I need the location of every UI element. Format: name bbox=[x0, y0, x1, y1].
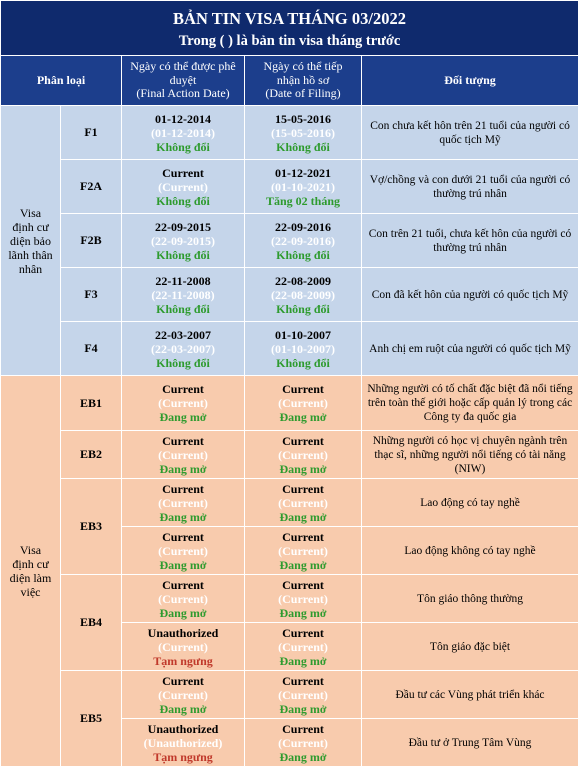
filing-value: Current bbox=[282, 433, 324, 448]
filing-value: Current bbox=[282, 577, 324, 592]
target-description-text: Con chưa kết hôn trên 21 tuổi của người có quốc tịch Mỹ bbox=[370, 119, 570, 146]
target-description-text: Lao động không có tay nghề bbox=[404, 544, 536, 557]
filing-value: Current bbox=[282, 481, 324, 496]
filing-previous: (Current) bbox=[278, 396, 328, 410]
final-action-status: Đang mở bbox=[159, 557, 207, 572]
filing-previous: (22-09-2016) bbox=[271, 233, 335, 248]
final-action-date bbox=[122, 322, 245, 376]
target-description-text: Những người có học vị chuyên ngành trên thạc sĩ, những người nổi tiếng có tài năng (NIW) bbox=[372, 434, 568, 475]
filing-date bbox=[245, 719, 362, 767]
filing-previous: (Current) bbox=[278, 495, 328, 510]
filing-date bbox=[245, 214, 362, 268]
family-section bbox=[1, 106, 578, 376]
target-description-text: Con trên 21 tuổi, chưa kết hôn của người có thường trú nhân bbox=[368, 227, 572, 254]
final-action-status: Đang mở bbox=[159, 701, 207, 716]
filing-date bbox=[245, 322, 362, 376]
final-action-date bbox=[122, 575, 245, 623]
target-description-text: Tôn giáo đặc biệt bbox=[429, 640, 511, 653]
filing-date bbox=[245, 160, 362, 214]
final-action-status: Không đổi bbox=[156, 301, 210, 316]
filing-date bbox=[245, 623, 362, 671]
table-row bbox=[1, 160, 578, 214]
table-row bbox=[1, 431, 578, 479]
final-action-status: Không đổi bbox=[156, 355, 210, 370]
filing-status: Đang mở bbox=[279, 557, 327, 572]
header-final-action bbox=[122, 56, 245, 106]
final-action-value: Unauthorized bbox=[147, 625, 219, 640]
filing-status: Đang mở bbox=[279, 701, 327, 716]
final-action-value: Current bbox=[162, 382, 204, 396]
filing-date bbox=[245, 527, 362, 575]
category-label-line: định cư bbox=[12, 557, 49, 571]
final-action-value: Current bbox=[162, 165, 204, 180]
target-description bbox=[362, 376, 578, 431]
table-row bbox=[1, 322, 578, 376]
filing-value: 01-12-2021 bbox=[275, 165, 331, 180]
header-filing-line1: Ngày có thể tiếp bbox=[263, 59, 343, 74]
final-action-value: Current bbox=[162, 433, 204, 448]
category-label-line: diện làm bbox=[9, 571, 52, 585]
table-row bbox=[1, 575, 578, 623]
final-action-previous: (Current) bbox=[158, 396, 208, 410]
filing-value: Current bbox=[282, 625, 324, 640]
filing-status: Không đổi bbox=[276, 301, 330, 316]
visa-code: EB5 bbox=[61, 671, 122, 767]
final-action-value: 22-09-2015 bbox=[155, 219, 211, 234]
final-action-date bbox=[122, 479, 245, 527]
visa-code: F2A bbox=[61, 160, 122, 214]
filing-value: 15-05-2016 bbox=[275, 111, 331, 126]
target-description-text: Vợ/chồng và con dưới 21 tuổi của người có thường trú nhân bbox=[369, 173, 571, 200]
category-label-line: định cư bbox=[12, 219, 49, 234]
visa-code: EB2 bbox=[61, 431, 122, 479]
target-description bbox=[362, 623, 578, 671]
visa-code: EB1 bbox=[61, 376, 122, 431]
final-action-previous: (Current) bbox=[158, 495, 208, 510]
filing-previous: (Current) bbox=[278, 447, 328, 462]
filing-status: Đang mở bbox=[279, 410, 327, 424]
filing-previous: (Current) bbox=[278, 591, 328, 606]
final-action-previous: (22-11-2008) bbox=[151, 287, 215, 302]
final-action-previous: (Current) bbox=[158, 591, 208, 606]
final-action-value: 22-11-2008 bbox=[155, 273, 211, 288]
final-action-value: Current bbox=[162, 673, 204, 688]
filing-date bbox=[245, 268, 362, 322]
filing-previous: (22-08-2009) bbox=[271, 287, 335, 302]
target-description bbox=[362, 527, 578, 575]
filing-status: Đang mở bbox=[279, 461, 327, 476]
final-action-status: Đang mở bbox=[159, 410, 207, 424]
filing-value: 01-10-2007 bbox=[275, 327, 331, 342]
final-action-status: Không đổi bbox=[156, 139, 210, 154]
final-action-status: Đang mở bbox=[159, 509, 207, 524]
visa-code: EB4 bbox=[61, 575, 122, 671]
filing-date bbox=[245, 671, 362, 719]
filing-previous: (Current) bbox=[278, 687, 328, 702]
final-action-previous: (22-09-2015) bbox=[151, 233, 215, 248]
filing-previous: (01-10-2007) bbox=[271, 341, 335, 356]
filing-previous: (Current) bbox=[278, 543, 328, 558]
target-description-text: Những người có tố chất đặc biệt đã nổi tiếng trên toàn thế giới hoặc cấp quản lý trong các Công ty đa quốc gia bbox=[367, 383, 573, 423]
final-action-previous: (Current) bbox=[158, 687, 208, 702]
final-action-value: 22-03-2007 bbox=[155, 327, 211, 342]
filing-date bbox=[245, 431, 362, 479]
header-filing bbox=[245, 56, 362, 106]
target-description-text: Con đã kết hôn của người có quốc tịch Mỹ bbox=[371, 288, 569, 301]
final-action-date bbox=[122, 214, 245, 268]
header-category: Phân loại bbox=[1, 56, 122, 106]
filing-previous: (15-05-2016) bbox=[271, 125, 335, 140]
filing-value: 22-08-2009 bbox=[275, 273, 331, 288]
table-row bbox=[1, 671, 578, 719]
final-action-date bbox=[122, 106, 245, 160]
filing-status: Không đổi bbox=[276, 139, 330, 154]
visa-code: F1 bbox=[61, 106, 122, 160]
final-action-previous: (Current) bbox=[158, 639, 208, 654]
employment-section bbox=[1, 376, 578, 767]
target-description bbox=[362, 106, 578, 160]
filing-value: Current bbox=[282, 721, 324, 736]
filing-status: Tăng 02 tháng bbox=[265, 193, 341, 208]
final-action-value: 01-12-2014 bbox=[155, 111, 211, 126]
final-action-date bbox=[122, 719, 245, 767]
category-label-line: Visa bbox=[19, 543, 42, 557]
filing-date bbox=[245, 106, 362, 160]
final-action-date bbox=[122, 431, 245, 479]
filing-value: 22-09-2016 bbox=[275, 219, 331, 234]
final-action-date bbox=[122, 160, 245, 214]
bulletin-title: BẢN TIN VISA THÁNG 03/2022 bbox=[173, 9, 406, 28]
final-action-status: Không đổi bbox=[156, 247, 210, 262]
category-label-line: việc bbox=[20, 585, 41, 599]
target-description bbox=[362, 575, 578, 623]
table-row bbox=[1, 479, 578, 527]
final-action-date bbox=[122, 376, 245, 431]
final-action-previous: (Current) bbox=[158, 543, 208, 558]
table-row bbox=[1, 268, 578, 322]
final-action-date bbox=[122, 268, 245, 322]
header-filing-line3: (Date of Filing) bbox=[265, 86, 341, 101]
filing-value: Current bbox=[282, 529, 324, 544]
target-description bbox=[362, 268, 578, 322]
filing-status: Đang mở bbox=[279, 605, 327, 620]
table-row bbox=[1, 376, 578, 431]
final-action-previous: (22-03-2007) bbox=[151, 341, 215, 356]
target-description bbox=[362, 671, 578, 719]
target-description bbox=[362, 322, 578, 376]
filing-date bbox=[245, 575, 362, 623]
final-action-status: Đang mở bbox=[159, 461, 207, 476]
visa-code: EB3 bbox=[61, 479, 122, 575]
filing-status: Không đổi bbox=[276, 247, 330, 262]
header-final-action-line3: (Final Action Date) bbox=[136, 86, 230, 101]
category-label-line: lãnh thân bbox=[8, 247, 53, 262]
target-description-text: Đầu tư ở Trung Tâm Vùng bbox=[408, 736, 532, 749]
target-description bbox=[362, 431, 578, 479]
visa-code: F4 bbox=[61, 322, 122, 376]
filing-status: Đang mở bbox=[279, 509, 327, 524]
final-action-previous: (Current) bbox=[158, 447, 208, 462]
visa-code: F2B bbox=[61, 214, 122, 268]
target-description-text: Đầu tư các Vùng phát triển khác bbox=[395, 688, 545, 701]
target-description-text: Tôn giáo thông thường bbox=[417, 592, 523, 605]
final-action-date bbox=[122, 623, 245, 671]
target-description bbox=[362, 719, 578, 767]
target-description bbox=[362, 214, 578, 268]
header-final-action-line2: duyệt bbox=[169, 72, 197, 87]
filing-value: Current bbox=[282, 673, 324, 688]
final-action-value: Current bbox=[162, 577, 204, 592]
final-action-value: Current bbox=[162, 529, 204, 544]
final-action-status: Đang mở bbox=[159, 605, 207, 620]
table-row bbox=[1, 214, 578, 268]
filing-status: Không đổi bbox=[276, 355, 330, 370]
target-description bbox=[362, 479, 578, 527]
final-action-value: Current bbox=[162, 481, 204, 496]
header-target: Đối tượng bbox=[362, 56, 578, 106]
target-description bbox=[362, 160, 578, 214]
final-action-previous: (01-12-2014) bbox=[151, 125, 215, 140]
final-action-previous: (Current) bbox=[158, 179, 208, 194]
category-label-line: nhân bbox=[18, 261, 43, 276]
filing-date bbox=[245, 479, 362, 527]
filing-previous: (01-10-2021) bbox=[271, 179, 335, 194]
bulletin-title-cell bbox=[1, 1, 578, 56]
visa-code: F3 bbox=[61, 268, 122, 322]
employment-category-label bbox=[1, 376, 61, 767]
header-filing-line2: nhận hồ sơ bbox=[276, 72, 330, 87]
filing-value: Current bbox=[282, 382, 324, 396]
final-action-value: Unauthorized bbox=[147, 721, 219, 736]
filing-previous: (Current) bbox=[278, 735, 328, 750]
filing-status: Đang mở bbox=[279, 749, 327, 764]
final-action-status: Tạm ngưng bbox=[153, 653, 213, 668]
category-label-line: Visa bbox=[19, 205, 42, 220]
final-action-date bbox=[122, 527, 245, 575]
family-category-label bbox=[1, 106, 61, 376]
filing-previous: (Current) bbox=[278, 639, 328, 654]
final-action-date bbox=[122, 671, 245, 719]
filing-status: Đang mở bbox=[279, 653, 327, 668]
header-final-action-line1: Ngày có thể được phê bbox=[130, 59, 236, 74]
final-action-status: Tạm ngưng bbox=[153, 749, 213, 764]
table-row bbox=[1, 106, 578, 160]
bulletin-subtitle: Trong ( ) là bản tin visa tháng trước bbox=[178, 33, 401, 49]
final-action-status: Không đổi bbox=[156, 193, 210, 208]
category-label-line: diện bảo bbox=[10, 233, 51, 248]
final-action-previous: (Unauthorized) bbox=[143, 735, 223, 750]
filing-date bbox=[245, 376, 362, 431]
target-description-text: Anh chị em ruột của người có quốc tịch Mỹ bbox=[369, 342, 571, 355]
target-description-text: Lao động có tay nghề bbox=[420, 496, 520, 509]
